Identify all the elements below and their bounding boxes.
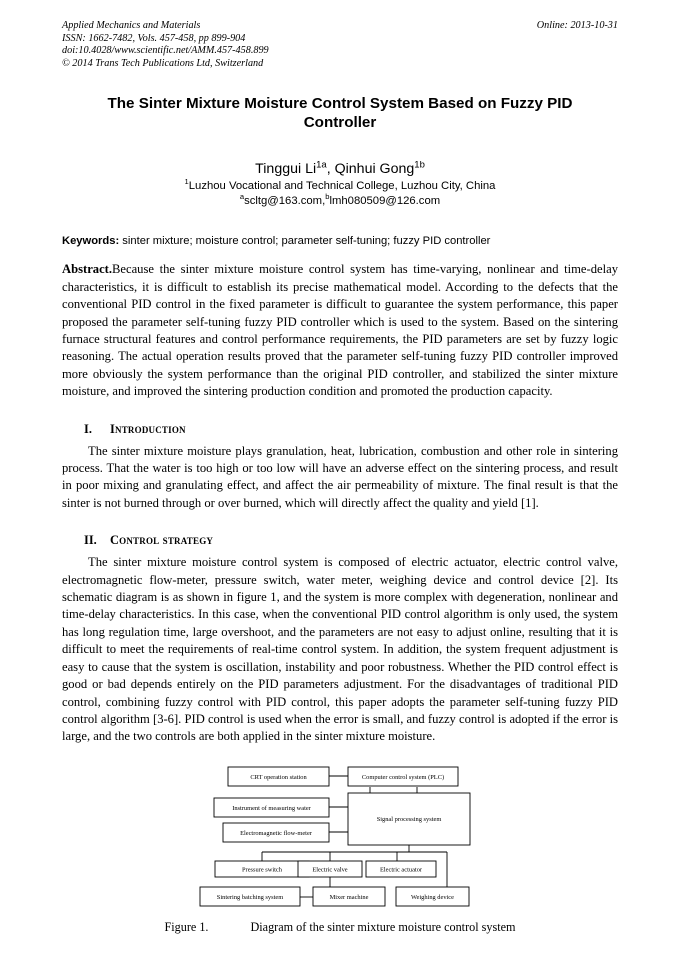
keywords-line	[62, 234, 618, 249]
online-date: Online: 2013-10-31	[536, 20, 618, 31]
journal-name: Applied Mechanics and Materials	[62, 20, 201, 31]
label-mixer-machine: Mixer machine	[329, 893, 369, 901]
journal-copyright: © 2014 Trans Tech Publications Ltd, Switzerland	[62, 57, 264, 69]
figure-caption-text: Diagram of the sinter mixture moisture control system	[250, 919, 516, 934]
author-line	[62, 160, 618, 178]
section-title-2: Control strategy	[110, 533, 214, 548]
email-sup-2: b	[325, 192, 330, 202]
label-electric-actuator: Electric actuator	[379, 866, 423, 874]
author-sup-1: 1a	[316, 159, 327, 171]
journal-doi: doi:10.4028/www.scientific.net/AMM.457-458.899	[62, 45, 269, 57]
label-pressure-switch: Pressure switch	[242, 866, 282, 874]
email-address-2: lmh080509@126.com	[329, 195, 441, 208]
keywords-label: Keywords:	[62, 235, 120, 248]
figure-caption	[62, 920, 618, 935]
abstract-paragraph	[62, 261, 618, 400]
author-name-2: Qinhui Gong	[334, 161, 415, 178]
label-weighing-device: Weighing device	[411, 893, 454, 901]
author-sup-2: 1b	[414, 159, 425, 171]
affiliation-sup: 1	[184, 177, 189, 187]
label-electric-valve: Electric valve	[312, 866, 348, 874]
journal-header	[62, 20, 618, 70]
label-sintering-batching-system: Sintering batching system	[216, 893, 284, 901]
label-instrument-measuring-water: Instrument of measuring water	[232, 804, 311, 812]
abstract-label: Abstract.	[62, 262, 113, 277]
keywords-text: sinter mixture; moisture control; parameter self-tuning; fuzzy PID controller	[119, 235, 491, 248]
page-title: The Sinter Mixture Moisture Control System Based on Fuzzy PID Controller	[107, 95, 573, 132]
author-name-1: Tinggui Li	[255, 161, 317, 178]
page-content	[62, 20, 618, 935]
label-electromagnetic-flow-meter: Electromagnetic flow-meter	[240, 829, 312, 837]
email-line	[62, 194, 618, 209]
author-separator: ,	[326, 161, 335, 178]
email-sup-1: a	[239, 192, 245, 202]
label-crt-operation-station: CRT operation station	[250, 773, 307, 781]
section-heading-introduction	[62, 421, 618, 437]
affiliation-text: Luzhou Vocational and Technical College, Luzhou City, China	[188, 180, 496, 193]
section-number-1: I.	[84, 421, 92, 436]
section-paragraph-control-strategy: The sinter mixture moisture control system is composed of electric actuator, electric control valve, electromagnetic flow-meter, pressure switch, water meter, weighing device and control device [2]. Its schematic diagram is as shown in figure 1, and the system is more complex with degeneration, nonlinear and time-delay characteristics. In this case, when the conventional PID control algorithm is only used, the system has long regulation time, large overshoot, and the parameters are not easy to adjust online, resulting that it is difficult to meet the requirements of real-time control system. In addition, the system frequent adjustment is easy to cause that the system is oscillation, instability and poor robustness. Whether the PID control effect is good or bad depends entirely on the PID parameters adjustment. For the disadvantages of traditional PID control, combining fuzzy control with PID control, this paper adopts the parameter self-tuning fuzzy PID control algorithm [3-6]. PID control is used when the error is small, and fuzzy control is adopted if the error is large, and the two controls are both applied in the sinter mixture moisture.	[62, 555, 618, 744]
block-diagram	[190, 760, 490, 910]
figure-caption-number: Figure 1.	[164, 919, 209, 934]
authors-block	[62, 160, 618, 209]
abstract-text: Because the sinter mixture moisture control system has time-varying, nonlinear and time-delay characteristics, it is difficult to establish its precise mathematical model. According to the defects that the conventional PID control in the fixed parameter is difficult to guarantee the system performance, this paper proposed the parameter self-tuning fuzzy PID controller which is used to the system. Based on the sintering furnace structural features and control performance requirements, the PID parameters are set by fuzzy logic reasoning. The actual operation results proved that the parameter self-tuning fuzzy PID controller improved more obviously the system performance than the original PID controller, and stabilized the sinter mixture moisture, and improved the sintering production condition and promoted the production capacity.	[62, 262, 618, 399]
journal-issn: ISSN: 1662-7482, Vols. 457-458, pp 899-904	[62, 32, 246, 44]
section-number-2: II.	[84, 533, 97, 548]
email-address-1: scltg@163.com,	[244, 195, 326, 208]
label-computer-control-system: Computer control system (PLC)	[361, 773, 445, 781]
figure-1	[62, 760, 618, 935]
affiliation-line	[62, 179, 618, 194]
section-title-1: Introduction	[110, 421, 186, 436]
section-paragraph-introduction: The sinter mixture moisture plays granulation, heat, lubrication, combustion and other role in sintering process. That the water is too high or too low will have an adverse effect on the sintering process, and result in poor mixing and granulating effect, and affect the air permeability of mixture. The final result is that the sinter is not burned through or over burned, which will directly affect the quality and yield [1].	[62, 443, 618, 510]
section-heading-control-strategy	[62, 532, 618, 548]
label-signal-processing-system: Signal processing system	[376, 815, 442, 823]
